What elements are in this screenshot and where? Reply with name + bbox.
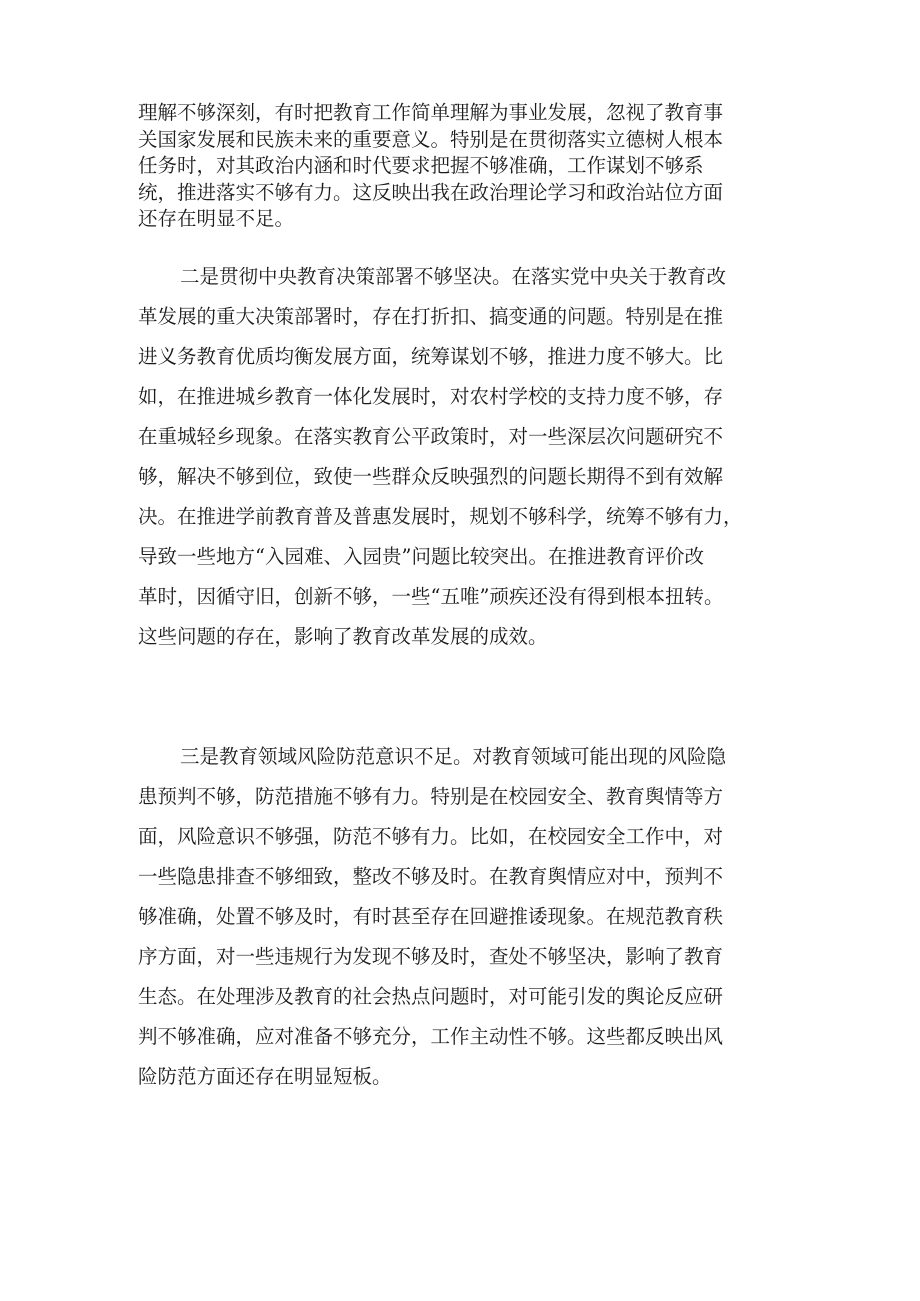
text-line: 革发展的重大决策部署时，存在打折扣、搞变通的问题。特别是在推 (138, 305, 724, 328)
text-line: 如，在推进城乡教育一体化发展时，对农村学校的支持力度不够，存 (138, 385, 724, 408)
text-line: 理解不够深刻，有时把教育工作简单理解为事业发展，忽视了教育事 (138, 101, 724, 124)
paragraph-three (138, 737, 793, 1097)
text-line: 面，风险意识不够强，防范不够有力。比如，在校园安全工作中，对 (138, 825, 724, 848)
text-line: 险防范方面还存在明显短板。 (138, 1065, 392, 1088)
text-line: 患预判不够，防范措施不够有力。特别是在校园安全、教育舆情等方 (138, 785, 724, 808)
text-line: 三是教育领域风险防范意识不足。对教育领域可能出现的风险隐 (180, 745, 727, 768)
text-line: 导致一些地方“入园难、入园贵”问题比较突出。在推进教育评价改 (138, 545, 704, 568)
paragraph-continuation (138, 100, 793, 233)
text-line: 够准确，处置不够及时，有时甚至存在回避推诿现象。在规范教育秩 (138, 905, 724, 928)
text-line: 二是贯彻中央教育决策部署不够坚决。在落实党中央关于教育改 (180, 265, 727, 288)
text-line: 关国家发展和民族未来的重要意义。特别是在贯彻落实立德树人根本 (138, 127, 724, 151)
text-line: 决。在推进学前教育普及普惠发展时，规划不够科学，统筹不够有力， (138, 505, 743, 528)
text-line: 够，解决不够到位，致使一些群众反映强烈的问题长期得不到有效解 (138, 465, 724, 488)
text-line: 序方面，对一些违规行为发现不够及时，查处不够坚决，影响了教育 (138, 945, 724, 968)
text-line: 统，推进落实不够有力。这反映出我在政治理论学习和政治站位方面 (138, 180, 724, 204)
text-line: 任务时，对其政治内涵和时代要求把握不够准确，工作谋划不够系 (138, 154, 704, 177)
text-line: 这些问题的存在，影响了教育改革发展的成效。 (138, 625, 548, 648)
text-line: 在重城轻乡现象。在落实教育公平政策时，对一些深层次问题研究不 (138, 425, 724, 448)
text-line: 革时，因循守旧，创新不够，一些“五唯”顽疾还没有得到根本扭转。 (138, 585, 724, 608)
text-line: 进义务教育优质均衡发展方面，统筹谋划不够，推进力度不够大。比 (138, 345, 724, 368)
text-line: 还存在明显不足。 (138, 207, 295, 230)
text-line: 生态。在处理涉及教育的社会热点问题时，对可能引发的舆论反应研 (138, 985, 724, 1008)
text-line: 一些隐患排查不够细致，整改不够及时。在教育舆情应对中，预判不 (138, 865, 724, 888)
paragraph-two (138, 257, 793, 657)
text-line: 判不够准确，应对准备不够充分，工作主动性不够。这些都反映出风 (138, 1025, 724, 1048)
